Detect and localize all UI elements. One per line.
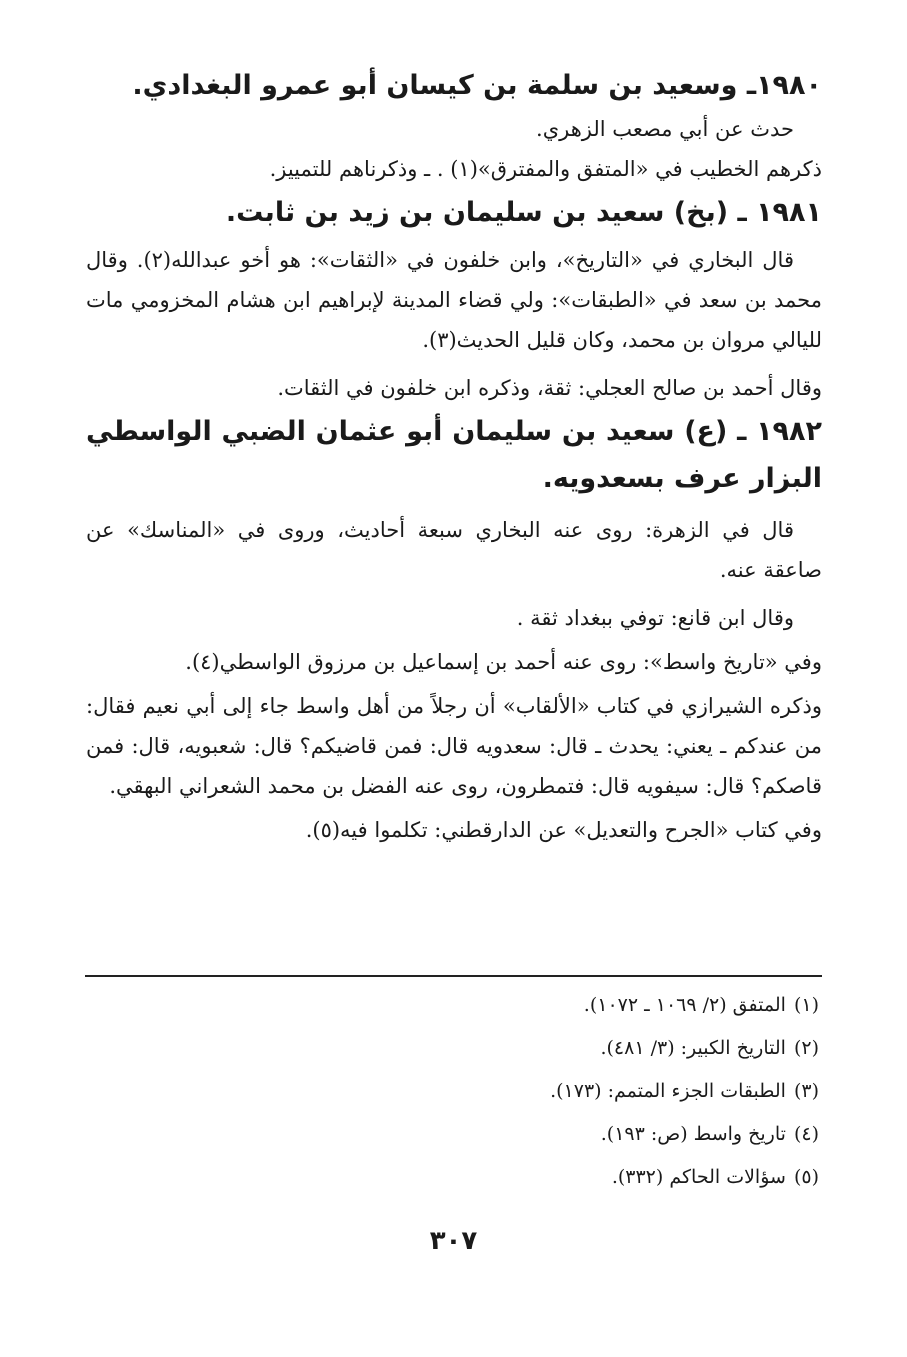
page-body: [86, 62, 822, 850]
footnote-text: المتفق (٢/ ١٠٦٩ ـ ١٠٧٢).: [583, 994, 786, 1016]
page-number: ٣٠٧: [429, 1226, 478, 1256]
footnotes-list: [119, 984, 819, 1199]
paragraph: وذكره الشيرازي في كتاب «الألقاب» أن رجلاً من أهل واسط جاء إلى أبي نعيم فقال: من عندكم ـ يعني: يحدث ـ قال: سعدويه قال: فمن قاضيكم؟ قال: شعبويه، قال: فمن قاصكم؟ قال: سيفويه قال: فتمطرون، روى عنه الفضل بن محمد الشعراني البهقي.: [86, 694, 822, 798]
paragraph: حدث عن أبي مصعب الزهري.: [536, 117, 794, 141]
paragraph: وفي كتاب «الجرح والتعديل» عن الدارقطني: تكلموا فيه(٥).: [305, 818, 822, 842]
footnote-number: (٣): [793, 1080, 819, 1102]
footnote-item: [119, 1070, 819, 1113]
footnote-item: [119, 984, 819, 1027]
paragraph: قال البخاري في «التاريخ»، وابن خلفون في «الثقات»: هو أخو عبدالله(٢). وقال محمد بن سعد في «الطبقات»: ولي قضاء المدينة لإبراهيم ابن هشام المخزومي مات لليالي مروان بن محمد، وكان قليل الحديث(٣).: [86, 248, 822, 352]
paragraph: وقال ابن قانع: توفي ببغداد ثقة .: [516, 606, 794, 630]
paragraph: وفي «تاريخ واسط»: روى عنه أحمد بن إسماعيل بن مرزوق الواسطي(٤).: [185, 650, 822, 674]
footnote-text: تاريخ واسط (ص: ١٩٣).: [600, 1123, 786, 1145]
paragraph: ذكرهم الخطيب في «المتفق والمفترق»(١) . ـ وذكرناهم للتمييز.: [269, 157, 822, 181]
footnote-text: التاريخ الكبير: (٣/ ٤٨١).: [600, 1037, 786, 1059]
footnote-number: (٥): [793, 1166, 819, 1188]
entry-heading-1982: ١٩٨٢ ـ (ع) سعيد بن سليمان أبو عثمان الضبي الواسطي البزار عرف بسعدويه.: [86, 416, 822, 494]
footnote-item: [119, 1156, 819, 1199]
footnote-number: (٤): [793, 1123, 819, 1145]
footnote-text: الطبقات الجزء المتمم: (١٧٣).: [550, 1080, 786, 1102]
footnote-number: (١): [793, 994, 819, 1016]
footnote-text: سؤالات الحاكم (٣٣٢).: [611, 1166, 786, 1188]
entry-heading-1980: ١٩٨٠ـ وسعيد بن سلمة بن كيسان أبو عمرو البغدادي.: [132, 70, 822, 101]
entry-heading-1981: ١٩٨١ ـ (بخ) سعيد بن سليمان بن زيد بن ثابت.: [225, 197, 822, 228]
footnote-number: (٢): [793, 1037, 819, 1059]
footnote-item: [119, 1027, 819, 1070]
footnote-divider: [85, 975, 822, 977]
footnote-item: [119, 1113, 819, 1156]
paragraph: وقال أحمد بن صالح العجلي: ثقة، وذكره ابن خلفون في الثقات.: [277, 376, 822, 400]
paragraph: قال في الزهرة: روى عنه البخاري سبعة أحاديث، وروى في «المناسك» عن صاعقة عنه.: [86, 518, 822, 582]
